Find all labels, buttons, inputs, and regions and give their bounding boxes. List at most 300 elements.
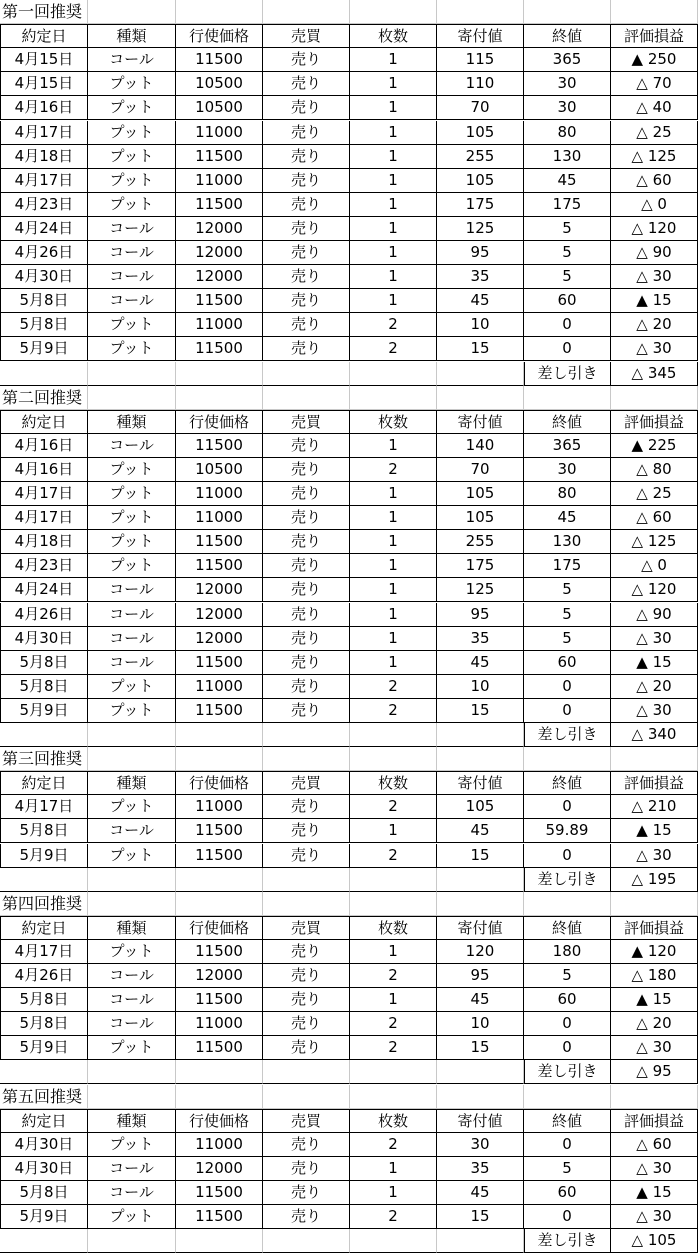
cell-qty[interactable]: 1 — [350, 1181, 437, 1205]
cell-type[interactable]: コール — [88, 217, 176, 241]
cell-qty[interactable]: 2 — [350, 795, 437, 819]
empty-cell[interactable] — [0, 723, 88, 747]
cell-date[interactable]: 5月9日 — [0, 699, 88, 723]
empty-cell[interactable] — [176, 868, 263, 892]
empty-cell[interactable] — [524, 386, 611, 410]
empty-cell[interactable] — [88, 1085, 176, 1109]
cell-pnl[interactable]: △ 25 — [611, 482, 698, 506]
cell-pnl[interactable]: ▲ 15 — [611, 651, 698, 675]
header-side[interactable]: 売買 — [263, 771, 350, 795]
empty-cell[interactable] — [350, 1060, 437, 1084]
cell-close[interactable]: 0 — [524, 795, 611, 819]
cell-pnl[interactable]: △ 90 — [611, 603, 698, 627]
cell-close[interactable]: 0 — [524, 1012, 611, 1036]
cell-strike[interactable]: 12000 — [176, 603, 263, 627]
cell-open[interactable]: 95 — [437, 964, 524, 988]
cell-pnl[interactable]: △ 210 — [611, 795, 698, 819]
empty-cell[interactable] — [176, 747, 263, 771]
empty-cell[interactable] — [88, 362, 176, 386]
cell-type[interactable]: コール — [88, 241, 176, 265]
header-date[interactable]: 約定日 — [0, 24, 88, 48]
cell-strike[interactable]: 11000 — [176, 313, 263, 337]
empty-cell[interactable] — [350, 723, 437, 747]
cell-pnl[interactable]: △ 30 — [611, 844, 698, 868]
empty-cell[interactable] — [0, 1229, 88, 1253]
empty-cell[interactable] — [88, 723, 176, 747]
cell-date[interactable]: 4月30日 — [0, 627, 88, 651]
empty-cell[interactable] — [88, 386, 176, 410]
cell-date[interactable]: 4月23日 — [0, 554, 88, 578]
cell-qty[interactable]: 1 — [350, 627, 437, 651]
cell-qty[interactable]: 2 — [350, 458, 437, 482]
cell-qty[interactable]: 1 — [350, 48, 437, 72]
summary-total[interactable]: △ 340 — [611, 723, 698, 747]
header-open[interactable]: 寄付値 — [437, 771, 524, 795]
cell-type[interactable]: プット — [88, 1036, 176, 1060]
cell-side[interactable]: 売り — [263, 819, 350, 843]
cell-open[interactable]: 15 — [437, 1036, 524, 1060]
cell-pnl[interactable]: ▲ 225 — [611, 434, 698, 458]
cell-qty[interactable]: 1 — [350, 530, 437, 554]
cell-side[interactable]: 売り — [263, 482, 350, 506]
cell-type[interactable]: コール — [88, 265, 176, 289]
cell-side[interactable]: 売り — [263, 1012, 350, 1036]
empty-cell[interactable] — [263, 1060, 350, 1084]
cell-side[interactable]: 売り — [263, 458, 350, 482]
cell-open[interactable]: 15 — [437, 699, 524, 723]
cell-strike[interactable]: 11500 — [176, 145, 263, 169]
cell-type[interactable]: コール — [88, 578, 176, 602]
cell-side[interactable]: 売り — [263, 699, 350, 723]
header-strike[interactable]: 行使価格 — [176, 916, 263, 940]
cell-side[interactable]: 売り — [263, 844, 350, 868]
cell-date[interactable]: 4月17日 — [0, 940, 88, 964]
cell-date[interactable]: 4月26日 — [0, 964, 88, 988]
empty-cell[interactable] — [263, 1229, 350, 1253]
cell-date[interactable]: 5月9日 — [0, 337, 88, 361]
cell-strike[interactable]: 11000 — [176, 121, 263, 145]
cell-open[interactable]: 110 — [437, 72, 524, 96]
cell-qty[interactable]: 2 — [350, 313, 437, 337]
cell-close[interactable]: 175 — [524, 554, 611, 578]
cell-side[interactable]: 売り — [263, 603, 350, 627]
cell-date[interactable]: 5月8日 — [0, 289, 88, 313]
cell-side[interactable]: 売り — [263, 48, 350, 72]
cell-type[interactable]: プット — [88, 1205, 176, 1229]
cell-date[interactable]: 4月30日 — [0, 265, 88, 289]
header-strike[interactable]: 行使価格 — [176, 24, 263, 48]
cell-close[interactable]: 45 — [524, 506, 611, 530]
cell-strike[interactable]: 12000 — [176, 578, 263, 602]
cell-pnl[interactable]: △ 60 — [611, 169, 698, 193]
cell-strike[interactable]: 12000 — [176, 265, 263, 289]
cell-date[interactable]: 4月18日 — [0, 145, 88, 169]
cell-pnl[interactable]: △ 20 — [611, 675, 698, 699]
cell-side[interactable]: 売り — [263, 96, 350, 120]
empty-cell[interactable] — [263, 1085, 350, 1109]
empty-cell[interactable] — [176, 723, 263, 747]
cell-pnl[interactable]: △ 30 — [611, 1205, 698, 1229]
empty-cell[interactable] — [263, 0, 350, 24]
cell-qty[interactable]: 1 — [350, 482, 437, 506]
cell-pnl[interactable]: ▲ 15 — [611, 819, 698, 843]
cell-date[interactable]: 4月30日 — [0, 1157, 88, 1181]
cell-open[interactable]: 175 — [437, 554, 524, 578]
cell-strike[interactable]: 11000 — [176, 795, 263, 819]
cell-close[interactable]: 30 — [524, 72, 611, 96]
cell-type[interactable]: プット — [88, 482, 176, 506]
empty-cell[interactable] — [88, 1060, 176, 1084]
header-type[interactable]: 種類 — [88, 771, 176, 795]
cell-close[interactable]: 60 — [524, 651, 611, 675]
cell-date[interactable]: 5月8日 — [0, 1012, 88, 1036]
section-title[interactable]: 第五回推奨 — [0, 1085, 88, 1109]
cell-open[interactable]: 120 — [437, 940, 524, 964]
header-date[interactable]: 約定日 — [0, 1109, 88, 1133]
cell-qty[interactable]: 1 — [350, 289, 437, 313]
cell-type[interactable]: プット — [88, 169, 176, 193]
cell-open[interactable]: 45 — [437, 988, 524, 1012]
cell-strike[interactable]: 12000 — [176, 1157, 263, 1181]
cell-open[interactable]: 45 — [437, 1181, 524, 1205]
empty-cell[interactable] — [350, 868, 437, 892]
cell-qty[interactable]: 1 — [350, 72, 437, 96]
cell-strike[interactable]: 11500 — [176, 1181, 263, 1205]
empty-cell[interactable] — [88, 1229, 176, 1253]
cell-type[interactable]: プット — [88, 145, 176, 169]
cell-side[interactable]: 売り — [263, 217, 350, 241]
cell-qty[interactable]: 2 — [350, 337, 437, 361]
empty-cell[interactable] — [437, 1060, 524, 1084]
cell-qty[interactable]: 1 — [350, 96, 437, 120]
summary-label[interactable]: 差し引き — [524, 362, 611, 386]
cell-open[interactable]: 15 — [437, 844, 524, 868]
cell-strike[interactable]: 11500 — [176, 337, 263, 361]
cell-open[interactable]: 10 — [437, 313, 524, 337]
header-qty[interactable]: 枚数 — [350, 1109, 437, 1133]
cell-close[interactable]: 175 — [524, 193, 611, 217]
cell-open[interactable]: 115 — [437, 48, 524, 72]
cell-pnl[interactable]: ▲ 250 — [611, 48, 698, 72]
cell-close[interactable]: 0 — [524, 337, 611, 361]
summary-label[interactable]: 差し引き — [524, 1060, 611, 1084]
empty-cell[interactable] — [88, 747, 176, 771]
cell-date[interactable]: 5月8日 — [0, 988, 88, 1012]
cell-strike[interactable]: 12000 — [176, 241, 263, 265]
cell-open[interactable]: 35 — [437, 1157, 524, 1181]
cell-qty[interactable]: 1 — [350, 1157, 437, 1181]
cell-strike[interactable]: 11500 — [176, 48, 263, 72]
cell-open[interactable]: 125 — [437, 578, 524, 602]
empty-cell[interactable] — [437, 362, 524, 386]
cell-pnl[interactable]: ▲ 15 — [611, 1181, 698, 1205]
cell-side[interactable]: 売り — [263, 795, 350, 819]
cell-side[interactable]: 売り — [263, 988, 350, 1012]
empty-cell[interactable] — [437, 868, 524, 892]
cell-pnl[interactable]: △ 20 — [611, 1012, 698, 1036]
cell-open[interactable]: 125 — [437, 217, 524, 241]
summary-label[interactable]: 差し引き — [524, 868, 611, 892]
cell-side[interactable]: 売り — [263, 289, 350, 313]
cell-open[interactable]: 140 — [437, 434, 524, 458]
cell-close[interactable]: 0 — [524, 844, 611, 868]
summary-total[interactable]: △ 105 — [611, 1229, 698, 1253]
cell-side[interactable]: 売り — [263, 530, 350, 554]
empty-cell[interactable] — [263, 868, 350, 892]
empty-cell[interactable] — [524, 747, 611, 771]
cell-open[interactable]: 105 — [437, 482, 524, 506]
cell-qty[interactable]: 1 — [350, 651, 437, 675]
cell-close[interactable]: 130 — [524, 145, 611, 169]
cell-open[interactable]: 15 — [437, 1205, 524, 1229]
cell-side[interactable]: 売り — [263, 940, 350, 964]
cell-side[interactable]: 売り — [263, 121, 350, 145]
cell-qty[interactable]: 1 — [350, 434, 437, 458]
header-open[interactable]: 寄付値 — [437, 1109, 524, 1133]
cell-date[interactable]: 4月24日 — [0, 578, 88, 602]
cell-open[interactable]: 15 — [437, 337, 524, 361]
empty-cell[interactable] — [0, 362, 88, 386]
header-date[interactable]: 約定日 — [0, 410, 88, 434]
empty-cell[interactable] — [437, 1085, 524, 1109]
cell-strike[interactable]: 11500 — [176, 844, 263, 868]
header-open[interactable]: 寄付値 — [437, 24, 524, 48]
cell-strike[interactable]: 11000 — [176, 482, 263, 506]
empty-cell[interactable] — [437, 0, 524, 24]
cell-pnl[interactable]: △ 0 — [611, 554, 698, 578]
header-type[interactable]: 種類 — [88, 916, 176, 940]
cell-type[interactable]: プット — [88, 795, 176, 819]
header-pnl[interactable]: 評価損益 — [611, 916, 698, 940]
cell-side[interactable]: 売り — [263, 651, 350, 675]
cell-close[interactable]: 180 — [524, 940, 611, 964]
cell-close[interactable]: 60 — [524, 289, 611, 313]
cell-qty[interactable]: 2 — [350, 1133, 437, 1157]
cell-open[interactable]: 35 — [437, 627, 524, 651]
empty-cell[interactable] — [263, 892, 350, 916]
summary-label[interactable]: 差し引き — [524, 1229, 611, 1253]
header-pnl[interactable]: 評価損益 — [611, 410, 698, 434]
cell-type[interactable]: コール — [88, 964, 176, 988]
empty-cell[interactable] — [263, 723, 350, 747]
cell-close[interactable]: 0 — [524, 313, 611, 337]
section-title[interactable]: 第一回推奨 — [0, 0, 88, 24]
cell-close[interactable]: 0 — [524, 699, 611, 723]
summary-total[interactable]: △ 345 — [611, 362, 698, 386]
empty-cell[interactable] — [611, 386, 698, 410]
header-close[interactable]: 終値 — [524, 24, 611, 48]
header-open[interactable]: 寄付値 — [437, 916, 524, 940]
header-pnl[interactable]: 評価損益 — [611, 771, 698, 795]
empty-cell[interactable] — [263, 362, 350, 386]
cell-pnl[interactable]: △ 180 — [611, 964, 698, 988]
cell-qty[interactable]: 2 — [350, 675, 437, 699]
cell-date[interactable]: 4月15日 — [0, 72, 88, 96]
header-strike[interactable]: 行使価格 — [176, 410, 263, 434]
cell-close[interactable]: 0 — [524, 1133, 611, 1157]
header-qty[interactable]: 枚数 — [350, 410, 437, 434]
cell-date[interactable]: 4月26日 — [0, 241, 88, 265]
cell-pnl[interactable]: ▲ 15 — [611, 289, 698, 313]
header-close[interactable]: 終値 — [524, 1109, 611, 1133]
cell-close[interactable]: 30 — [524, 96, 611, 120]
cell-close[interactable]: 0 — [524, 1036, 611, 1060]
cell-open[interactable]: 95 — [437, 241, 524, 265]
cell-qty[interactable]: 1 — [350, 241, 437, 265]
cell-type[interactable]: プット — [88, 699, 176, 723]
empty-cell[interactable] — [611, 892, 698, 916]
cell-date[interactable]: 4月15日 — [0, 48, 88, 72]
cell-side[interactable]: 売り — [263, 1205, 350, 1229]
summary-label[interactable]: 差し引き — [524, 723, 611, 747]
cell-side[interactable]: 売り — [263, 241, 350, 265]
cell-type[interactable]: コール — [88, 434, 176, 458]
cell-open[interactable]: 35 — [437, 265, 524, 289]
cell-open[interactable]: 10 — [437, 1012, 524, 1036]
cell-qty[interactable]: 1 — [350, 217, 437, 241]
cell-side[interactable]: 売り — [263, 337, 350, 361]
cell-pnl[interactable]: △ 30 — [611, 1036, 698, 1060]
cell-strike[interactable]: 10500 — [176, 72, 263, 96]
cell-open[interactable]: 95 — [437, 603, 524, 627]
cell-close[interactable]: 5 — [524, 627, 611, 651]
cell-date[interactable]: 4月16日 — [0, 96, 88, 120]
cell-qty[interactable]: 1 — [350, 506, 437, 530]
cell-close[interactable]: 80 — [524, 121, 611, 145]
empty-cell[interactable] — [0, 1060, 88, 1084]
cell-close[interactable]: 59.89 — [524, 819, 611, 843]
summary-total[interactable]: △ 95 — [611, 1060, 698, 1084]
empty-cell[interactable] — [350, 0, 437, 24]
cell-type[interactable]: プット — [88, 675, 176, 699]
cell-qty[interactable]: 1 — [350, 169, 437, 193]
cell-close[interactable]: 0 — [524, 1205, 611, 1229]
empty-cell[interactable] — [263, 747, 350, 771]
empty-cell[interactable] — [0, 868, 88, 892]
empty-cell[interactable] — [88, 892, 176, 916]
cell-qty[interactable]: 2 — [350, 844, 437, 868]
cell-open[interactable]: 70 — [437, 96, 524, 120]
header-qty[interactable]: 枚数 — [350, 24, 437, 48]
cell-side[interactable]: 売り — [263, 145, 350, 169]
cell-date[interactable]: 5月9日 — [0, 1036, 88, 1060]
cell-date[interactable]: 5月9日 — [0, 1205, 88, 1229]
cell-pnl[interactable]: △ 30 — [611, 699, 698, 723]
cell-close[interactable]: 5 — [524, 603, 611, 627]
cell-side[interactable]: 売り — [263, 578, 350, 602]
cell-qty[interactable]: 2 — [350, 964, 437, 988]
cell-date[interactable]: 4月30日 — [0, 1133, 88, 1157]
cell-type[interactable]: コール — [88, 1012, 176, 1036]
header-close[interactable]: 終値 — [524, 771, 611, 795]
cell-strike[interactable]: 11500 — [176, 651, 263, 675]
cell-type[interactable]: コール — [88, 988, 176, 1012]
cell-open[interactable]: 105 — [437, 121, 524, 145]
cell-close[interactable]: 365 — [524, 48, 611, 72]
empty-cell[interactable] — [611, 747, 698, 771]
cell-pnl[interactable]: △ 25 — [611, 121, 698, 145]
header-pnl[interactable]: 評価損益 — [611, 1109, 698, 1133]
empty-cell[interactable] — [524, 0, 611, 24]
cell-side[interactable]: 売り — [263, 627, 350, 651]
cell-open[interactable]: 45 — [437, 819, 524, 843]
cell-close[interactable]: 5 — [524, 217, 611, 241]
empty-cell[interactable] — [350, 1085, 437, 1109]
cell-qty[interactable]: 2 — [350, 1036, 437, 1060]
cell-pnl[interactable]: △ 30 — [611, 265, 698, 289]
empty-cell[interactable] — [176, 892, 263, 916]
cell-open[interactable]: 45 — [437, 289, 524, 313]
cell-qty[interactable]: 1 — [350, 940, 437, 964]
cell-date[interactable]: 5月8日 — [0, 313, 88, 337]
cell-pnl[interactable]: △ 60 — [611, 506, 698, 530]
empty-cell[interactable] — [350, 362, 437, 386]
header-side[interactable]: 売買 — [263, 1109, 350, 1133]
header-date[interactable]: 約定日 — [0, 916, 88, 940]
cell-side[interactable]: 売り — [263, 506, 350, 530]
cell-qty[interactable]: 1 — [350, 265, 437, 289]
header-close[interactable]: 終値 — [524, 916, 611, 940]
cell-type[interactable]: プット — [88, 940, 176, 964]
cell-side[interactable]: 売り — [263, 554, 350, 578]
cell-pnl[interactable]: ▲ 15 — [611, 988, 698, 1012]
cell-strike[interactable]: 11500 — [176, 434, 263, 458]
cell-side[interactable]: 売り — [263, 434, 350, 458]
section-title[interactable]: 第四回推奨 — [0, 892, 88, 916]
empty-cell[interactable] — [176, 1085, 263, 1109]
cell-strike[interactable]: 11500 — [176, 289, 263, 313]
cell-pnl[interactable]: △ 125 — [611, 145, 698, 169]
cell-type[interactable]: コール — [88, 1157, 176, 1181]
cell-strike[interactable]: 11000 — [176, 1133, 263, 1157]
cell-type[interactable]: コール — [88, 819, 176, 843]
cell-qty[interactable]: 1 — [350, 578, 437, 602]
cell-date[interactable]: 4月17日 — [0, 482, 88, 506]
cell-close[interactable]: 130 — [524, 530, 611, 554]
cell-strike[interactable]: 11500 — [176, 819, 263, 843]
cell-open[interactable]: 30 — [437, 1133, 524, 1157]
empty-cell[interactable] — [350, 1229, 437, 1253]
cell-side[interactable]: 売り — [263, 169, 350, 193]
cell-date[interactable]: 4月17日 — [0, 169, 88, 193]
cell-type[interactable]: プット — [88, 337, 176, 361]
cell-date[interactable]: 4月17日 — [0, 506, 88, 530]
cell-strike[interactable]: 11500 — [176, 530, 263, 554]
cell-close[interactable]: 45 — [524, 169, 611, 193]
empty-cell[interactable] — [437, 892, 524, 916]
cell-date[interactable]: 4月16日 — [0, 434, 88, 458]
cell-date[interactable]: 4月23日 — [0, 193, 88, 217]
empty-cell[interactable] — [437, 386, 524, 410]
cell-close[interactable]: 60 — [524, 988, 611, 1012]
cell-type[interactable]: プット — [88, 72, 176, 96]
cell-side[interactable]: 売り — [263, 1036, 350, 1060]
cell-date[interactable]: 5月8日 — [0, 819, 88, 843]
cell-pnl[interactable]: △ 20 — [611, 313, 698, 337]
cell-date[interactable]: 4月17日 — [0, 795, 88, 819]
cell-strike[interactable]: 11000 — [176, 1012, 263, 1036]
cell-type[interactable]: コール — [88, 651, 176, 675]
empty-cell[interactable] — [176, 1060, 263, 1084]
cell-open[interactable]: 10 — [437, 675, 524, 699]
empty-cell[interactable] — [524, 892, 611, 916]
cell-qty[interactable]: 2 — [350, 1012, 437, 1036]
cell-date[interactable]: 5月8日 — [0, 1181, 88, 1205]
cell-side[interactable]: 売り — [263, 1157, 350, 1181]
header-side[interactable]: 売買 — [263, 916, 350, 940]
cell-close[interactable]: 5 — [524, 964, 611, 988]
cell-qty[interactable]: 2 — [350, 699, 437, 723]
